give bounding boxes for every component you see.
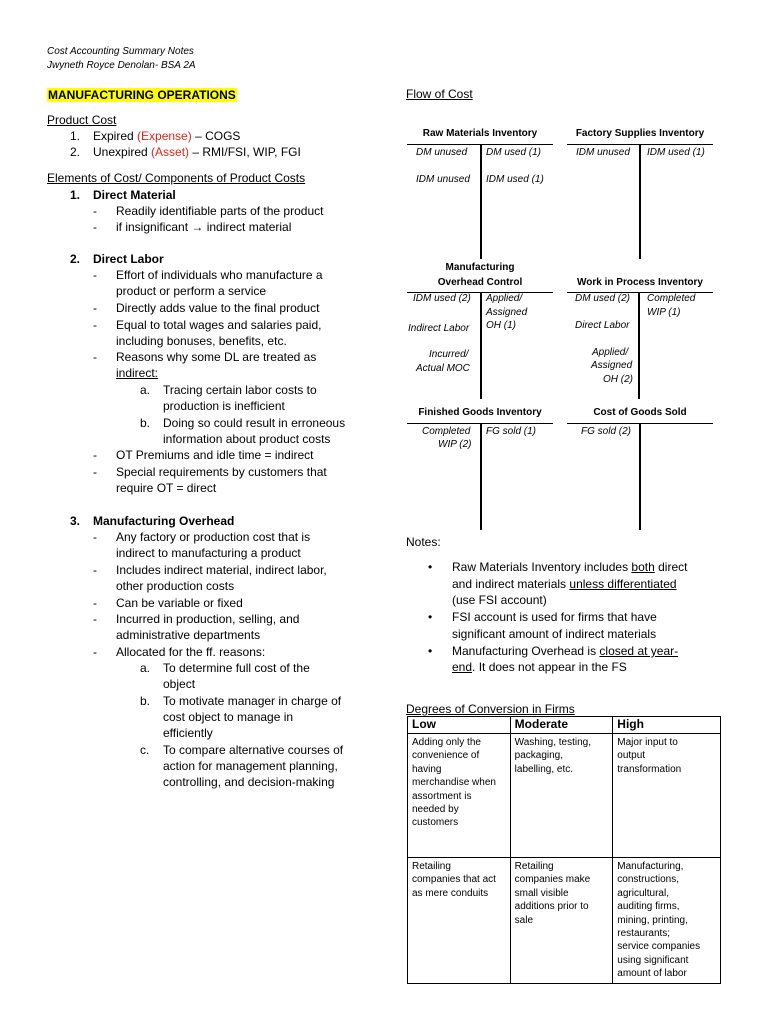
dl-bullet-4a: Reasons why some DL are treated as [116, 350, 317, 364]
t-entry: FG sold (1) [486, 426, 537, 437]
moh-sub-b-label: b. [140, 694, 151, 708]
table-cell [510, 734, 613, 858]
moh-bullet-2b: other production costs [116, 579, 235, 593]
dm-bullet-1: Readily identifiable parts of the product [116, 204, 324, 218]
cell-line: Retailing [514, 861, 554, 872]
dl-number: 2. [70, 252, 81, 266]
t-entry: WIP (1) [647, 307, 681, 318]
dl-bullet-4b: indirect: [116, 366, 159, 380]
t-entry: Incurred/ [429, 349, 469, 360]
t-account-title-1: Manufacturing [445, 262, 515, 273]
t-account-title: Raw Materials Inventory [422, 128, 538, 139]
dm-bullet-2: if insignificant → indirect material [116, 220, 292, 234]
moh-sub-c-label: c. [140, 743, 150, 757]
product-cost-heading: Product Cost [47, 113, 117, 127]
dl-bullet-3a: Equal to total wages and salaries paid, [116, 318, 322, 332]
table-row [408, 858, 721, 984]
dash: - [93, 350, 97, 364]
dl-sub-a-1: Tracing certain labor costs to [163, 383, 317, 397]
bullet-dot: • [428, 560, 433, 574]
degrees-table [407, 716, 721, 984]
t-entry: Applied/ [486, 293, 523, 304]
dash: - [93, 204, 97, 218]
note-3-line-1 [452, 643, 678, 659]
cell-line: labelling, etc. [514, 763, 574, 775]
cell-line: needed by [412, 804, 459, 816]
t-entry: Actual MOC [416, 363, 470, 374]
product-cost-item-2 [70, 144, 301, 160]
cell-line: auditing firms, [617, 901, 680, 913]
cell-line: packaging, [514, 750, 564, 762]
cell-line: restaurants; [617, 928, 671, 940]
dash: - [93, 530, 97, 544]
dash: - [93, 448, 97, 462]
t-entry: IDM used (1) [486, 174, 544, 185]
item-text: Expired [93, 129, 138, 143]
moh-sub-c-1: To compare alternative courses of [163, 743, 344, 757]
cell-line: output [617, 750, 646, 762]
moh-sub-b-2: cost object to manage in [163, 710, 294, 724]
t-entry: Applied/ [592, 347, 629, 358]
table-cell [408, 734, 511, 858]
dl-title: Direct Labor [93, 252, 164, 266]
cell-line: sale [514, 914, 534, 926]
t-entry: IDM used (2) [413, 293, 471, 304]
cell-line: mining, printing, [617, 914, 688, 926]
note-emph: unless differentiated [569, 577, 677, 591]
note-emph: both [631, 560, 655, 574]
note-emph: closed at year- [599, 644, 679, 658]
dl-sub-a-label: a. [140, 383, 151, 397]
dash: - [93, 596, 97, 610]
cell-line: small visible [514, 887, 569, 899]
t-entry: IDM unused [576, 147, 630, 158]
cell-line: using significant [617, 954, 689, 966]
note-2-line-2: significant amount of indirect materials [452, 627, 657, 641]
cell-line: service companies [617, 941, 701, 953]
note-text: and indirect materials [452, 577, 570, 591]
degrees-heading: Degrees of Conversion in Firms [406, 702, 575, 716]
elements-heading: Elements of Cost/ Components of Product Costs [47, 171, 306, 185]
dash: - [93, 465, 97, 479]
cell-line: Adding only the [412, 737, 481, 748]
t-entry: IDM unused [416, 174, 470, 185]
section-title-wrap [47, 87, 237, 103]
item-text: – RMI/FSI, WIP, FGI [189, 145, 301, 159]
moh-bullet-1b: indirect to manufacturing a product [116, 546, 301, 560]
t-entry: Assigned [486, 307, 528, 318]
table-header-row [408, 717, 721, 734]
t-account-title: Cost of Goods Sold [593, 407, 687, 418]
t-entry: Completed [647, 293, 696, 304]
bullet-dot: • [428, 644, 433, 658]
note-1-line-1 [452, 559, 687, 575]
dl-bullet-3b: including bonuses, benefits, etc. [116, 334, 287, 348]
cell-line: transformation [617, 763, 682, 775]
note-text: direct [654, 560, 688, 574]
asset-tag: (Asset) [151, 145, 190, 159]
moh-bullet-5: Allocated for the ff. reasons: [116, 645, 266, 659]
cell-line: convenience of [412, 750, 480, 762]
item-number: 1. [70, 129, 81, 143]
moh-sub-c-3: controlling, and decision-making [163, 775, 335, 789]
expense-tag: (Expense) [137, 129, 192, 143]
note-1-line-2 [452, 576, 677, 592]
moh-title: Manufacturing Overhead [93, 514, 235, 528]
moh-sub-a-2: object [163, 677, 196, 691]
note-text: Raw Materials Inventory includes [452, 560, 632, 574]
column-header-moderate: Moderate [510, 717, 613, 734]
item-number: 2. [70, 145, 81, 159]
dl-bullet-6a: Special requirements by customers that [116, 465, 327, 479]
dash: - [93, 645, 97, 659]
dl-sub-b-2: information about product costs [163, 432, 331, 446]
t-entry: IDM used (1) [647, 147, 705, 158]
moh-sub-b-3: efficiently [163, 726, 213, 740]
cell-line: Retailing [412, 861, 451, 872]
t-account-divider [638, 292, 640, 399]
t-account-divider [480, 292, 482, 399]
note-text: Manufacturing Overhead is [452, 644, 600, 658]
note-1-line-3: (use FSI account) [452, 593, 547, 607]
table-row [408, 734, 721, 858]
t-entry: DM used (1) [486, 147, 542, 158]
table-cell [408, 858, 511, 984]
notes-heading: Notes: [406, 535, 441, 549]
moh-bullet-1a: Any factory or production cost that is [116, 530, 311, 544]
flow-heading: Flow of Cost [406, 87, 473, 101]
t-entry: OH (2) [603, 374, 633, 385]
t-account-divider [639, 423, 641, 530]
item-text: Unexpired [93, 145, 152, 159]
t-entry: Assigned [591, 360, 633, 371]
cell-line: as mere conduits [412, 887, 489, 899]
t-entry: DM used (2) [575, 293, 631, 304]
note-text: . It does not appear in the FS [472, 660, 627, 674]
dl-sub-b-1: Doing so could result in erroneous [163, 416, 346, 430]
cell-line: merchandise when [412, 777, 496, 789]
dm-number: 1. [70, 188, 81, 202]
item-text: – COGS [191, 129, 241, 143]
t-account-divider [480, 144, 482, 259]
dash: - [93, 563, 97, 577]
moh-bullet-4b: administrative departments [116, 628, 261, 642]
moh-sub-b-1: To motivate manager in charge of [163, 694, 342, 708]
dl-sub-b-label: b. [140, 416, 151, 430]
column-header-low: Low [408, 717, 511, 734]
cell-line: Major input to [617, 737, 678, 748]
cell-line: companies make [514, 874, 591, 886]
cell-line: companies that act [412, 874, 496, 886]
t-entry: Direct Labor [575, 320, 630, 331]
cell-line: assortment is [412, 790, 472, 802]
cell-line: having [412, 763, 442, 775]
cell-line: customers [412, 817, 459, 829]
dl-bullet-6b: require OT = direct [116, 481, 217, 495]
moh-sub-c-2: action for management planning, [163, 759, 338, 773]
moh-bullet-2a: Includes indirect material, indirect labor, [116, 563, 327, 577]
note-emph: end [452, 660, 473, 674]
moh-bullet-4a: Incurred in production, selling, and [116, 612, 300, 626]
cell-line: constructions, [617, 874, 679, 886]
t-account-title-2: Overhead Control [437, 277, 523, 288]
dash: - [93, 612, 97, 626]
t-account-title: Factory Supplies Inventory [575, 128, 705, 139]
table-cell [613, 858, 721, 984]
column-header-high: High [613, 717, 721, 734]
product-cost-item-1 [70, 128, 241, 144]
moh-sub-a-1: To determine full cost of the [163, 661, 310, 675]
moh-bullet-3: Can be variable or fixed [116, 596, 243, 610]
table-cell [510, 858, 613, 984]
t-entry: Indirect Labor [408, 323, 470, 334]
dash: - [93, 318, 97, 332]
cell-line: Washing, testing, [514, 737, 591, 748]
bullet-dot: • [428, 610, 433, 624]
t-entry: Completed [422, 426, 471, 437]
dash: - [93, 301, 97, 315]
dm-title: Direct Material [93, 188, 176, 202]
moh-number: 3. [70, 514, 81, 528]
dash: - [93, 268, 97, 282]
cell-line: agricultural, [617, 887, 669, 899]
section-title: MANUFACTURING OPERATIONS [48, 88, 236, 102]
dl-bullet-1a: Effort of individuals who manufacture a [116, 268, 323, 282]
table-cell [613, 734, 721, 858]
dl-bullet-1b: product or perform a service [116, 284, 267, 298]
t-entry: DM unused [416, 147, 468, 158]
cell-line: amount of labor [617, 968, 687, 980]
dl-sub-a-2: production is inefficient [163, 399, 285, 413]
cell-line: additions prior to [514, 901, 589, 913]
dash: - [93, 220, 97, 234]
note-2-line-1: FSI account is used for firms that have [452, 610, 657, 624]
t-entry: WIP (2) [438, 439, 472, 450]
dl-bullet-2: Directly adds value to the final product [116, 301, 320, 315]
t-entry: FG sold (2) [581, 426, 632, 437]
moh-sub-a-label: a. [140, 661, 151, 675]
t-account-title: Work in Process Inventory [577, 277, 703, 288]
t-account-divider [480, 423, 482, 530]
cell-line: Manufacturing, [617, 861, 684, 872]
t-account-divider [639, 144, 641, 259]
t-account-title: Finished Goods Inventory [418, 407, 542, 418]
note-3-line-2 [452, 659, 627, 675]
doc-author: Jwyneth Royce Denolan- BSA 2A [47, 60, 196, 71]
doc-title: Cost Accounting Summary Notes [47, 46, 194, 57]
dl-bullet-5: OT Premiums and idle time = indirect [116, 448, 314, 462]
t-entry: OH (1) [486, 320, 516, 331]
